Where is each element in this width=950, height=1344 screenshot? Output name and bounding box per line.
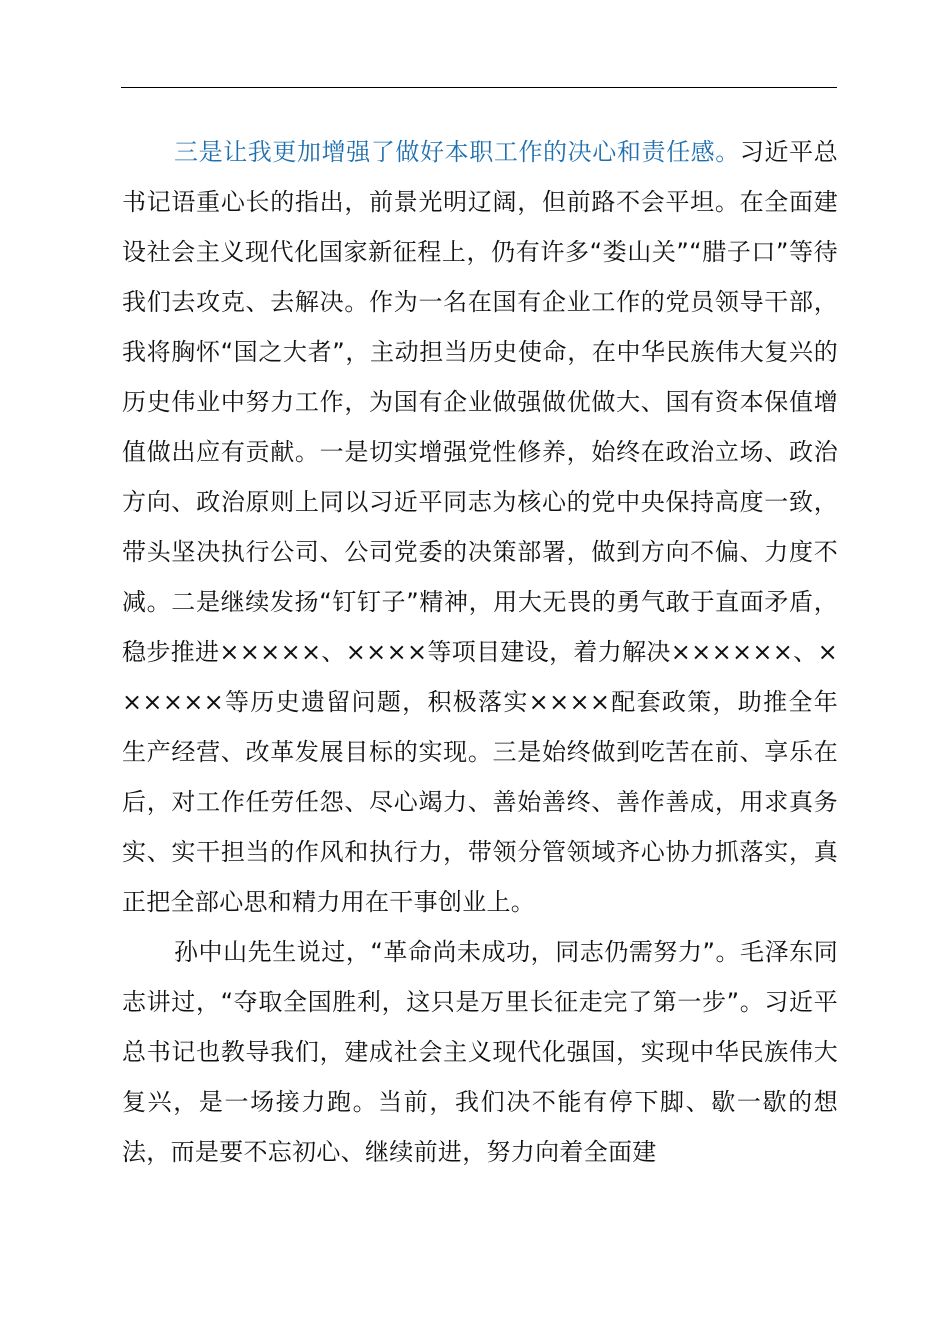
- paragraph-2: [122, 927, 838, 1177]
- paragraph-1-lead: 三是让我更加增强了做好本职工作的决心和责任感。: [174, 138, 740, 166]
- header-rule: [121, 87, 837, 88]
- paragraph-1: [122, 127, 838, 927]
- body-text: [122, 127, 838, 1177]
- paragraph-1-text: 习近平总书记语重心长的指出，前景光明辽阔，但前路不会平坦。在全面建设社会主义现代化国家新征程上，仍有许多“娄山关”“腊子口”等待我们去攻克、去解决。作为一名在国有企业工作的党员领导干部，我将胸怀“国之大者”，主动担当历史使命，在中华民族伟大复兴的历史伟业中努力工作，为国有企业做强做优做大、国有资本保值增值做出应有贡献。一是切实增强党性修养，始终在政治立场、政治方向、政治原则上同以习近平同志为核心的党中央保持高度一致，带头坚决执行公司、公司党委的决策部署，做到方向不偏、力度不减。二是继续发扬“钉钉子”精神，用大无畏的勇气敢于直面矛盾，稳步推进×××××、××××等项目建设，着力解决××××××、××××××等历史遗留问题，积极落实××××配套政策，助推全年生产经营、改革发展目标的实现。三是始终做到吃苦在前、享乐在后，对工作任劳任怨、尽心竭力、善始善终、善作善成，用求真务实、实干担当的作风和执行力，带领分管领域齐心协力抓落实，真正把全部心思和精力用在干事创业上。: [122, 138, 839, 916]
- paragraph-2-text: 孙中山先生说过，“革命尚未成功，同志仍需努力”。毛泽东同志讲过，“夺取全国胜利，这只是万里长征走完了第一步”。习近平总书记也教导我们，建成社会主义现代化强国，实现中华民族伟大复兴，是一场接力跑。当前，我们决不能有停下脚、歇一歇的想法，而是要不忘初心、继续前进，努力向着全面建: [122, 938, 838, 1166]
